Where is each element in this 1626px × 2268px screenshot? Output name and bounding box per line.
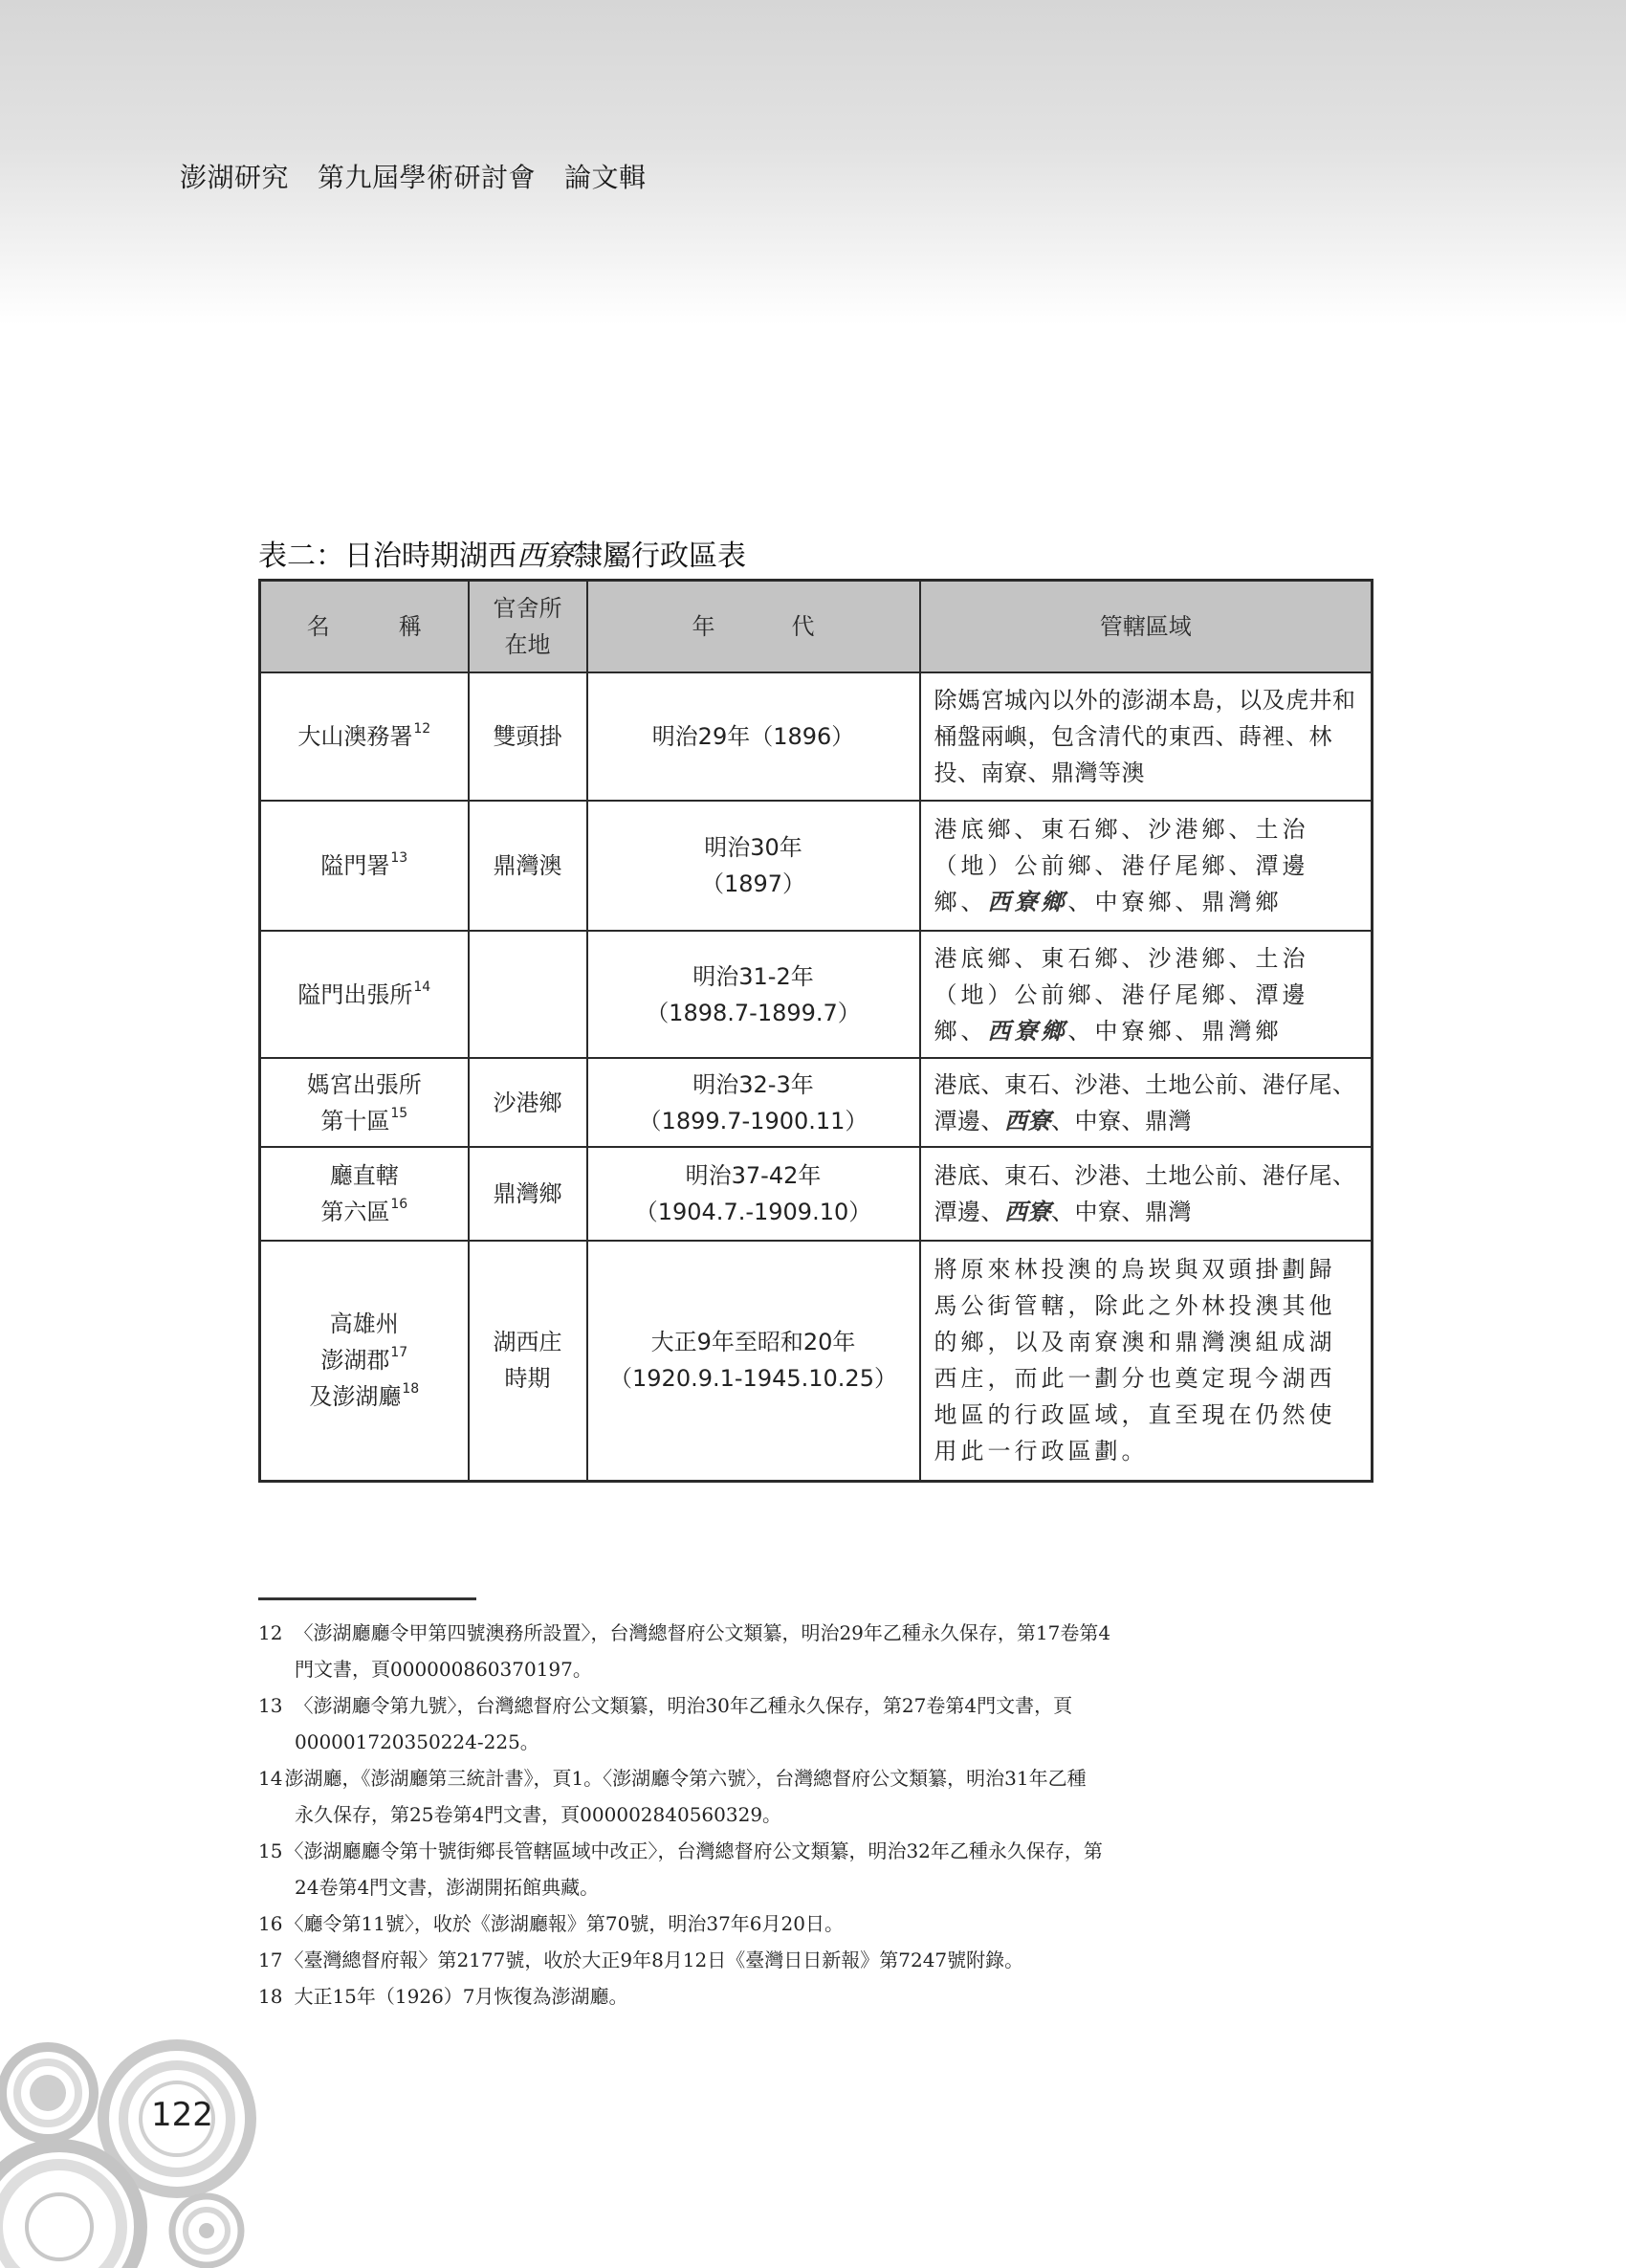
cell-jurisdiction (920, 801, 1373, 931)
cell-jurisdiction (920, 1147, 1373, 1241)
cell-period (587, 801, 920, 931)
jurisdiction-text: 將原來林投澳的烏崁與双頭掛劃歸馬公街管轄，除此之外林投澳其他的鄉，以及南寮澳和鼎灣澳組成湖西庄，而此一劃分也奠定現今湖西地區的行政區域，直至現在仍然使用此一行政區劃。 (934, 1256, 1336, 1465)
footnote-number: 18 (258, 1985, 283, 2008)
running-head (180, 157, 675, 195)
cell-name (260, 801, 469, 931)
footnote (258, 1687, 1377, 1760)
footnote-ref[interactable]: 13 (390, 850, 408, 866)
jurisdiction-text: 港底、東石、沙港、土地公前、港仔尾、潭邊、 (934, 1070, 1356, 1134)
cell-office (469, 1147, 587, 1241)
page-number: 122 (151, 2096, 213, 2134)
footnote-text: 〈澎湖廳廳令第十號街鄉長管轄區域中改正〉，台灣總督府公文類纂，明治32年乙種永久保存，第 (284, 1839, 1103, 1862)
jurisdiction-italic: 西寮 (1004, 1198, 1051, 1225)
admin-district-table (258, 579, 1373, 1483)
cell-office (469, 672, 587, 801)
table-row (260, 672, 1373, 801)
footnote-text-cont: 24卷第4門文書，澎湖開拓館典藏。 (295, 1876, 600, 1899)
footnote-text: 〈臺灣總督府報〉第2177號，收於大正9年8月12日《臺灣日日新報》第7247號附錄。 (284, 1949, 1024, 1971)
period-line: 明治30年 (704, 834, 802, 861)
office-line: 沙港鄉 (493, 1089, 562, 1116)
jurisdiction-text: 、中寮、鼎灣 (1051, 1107, 1192, 1134)
office-line: 湖西庄 (493, 1329, 562, 1356)
jurisdiction-italic: 西寮 (1004, 1106, 1051, 1134)
cell-office (469, 1058, 587, 1147)
footnote (258, 1760, 1377, 1833)
footnote-rule (258, 1597, 476, 1600)
jurisdiction-text: 、中寮鄉、鼎灣鄉 (1067, 889, 1283, 915)
footnote-text: 澎湖廳，《澎湖廳第三統計書》，頁1。〈澎湖廳令第六號〉，台灣總督府公文類纂，明治31年乙種 (284, 1767, 1087, 1790)
jurisdiction-text: 、中寮鄉、鼎灣鄉 (1067, 1017, 1283, 1045)
jurisdiction-text: 港底、東石、沙港、土地公前、港仔尾、潭邊、 (934, 1162, 1356, 1225)
footnotes (258, 1615, 1377, 2015)
period-line: 大正9年至昭和20年 (650, 1329, 856, 1356)
cell-office (469, 801, 587, 931)
footnote (258, 1833, 1377, 1905)
table-row (260, 931, 1373, 1058)
footnote-number: 15 (258, 1839, 283, 1862)
cell-period (587, 672, 920, 801)
name-line: 大山澳務署 (297, 723, 413, 750)
cell-period (587, 931, 920, 1058)
name-line: 及澎湖廳 (309, 1383, 402, 1411)
footnote (258, 1942, 1377, 1978)
cell-period (587, 1241, 920, 1481)
footnote-text-cont: 000001720350224-225。 (295, 1730, 539, 1753)
period-line: 明治32-3年 (692, 1070, 814, 1098)
cell-name (260, 1147, 469, 1241)
journal-name: 澎湖研究 (180, 162, 290, 193)
footnote-ref[interactable]: 15 (390, 1105, 408, 1121)
name-line: 媽宮出張所 (306, 1070, 422, 1098)
footnote-text-cont: 門文書，頁000000860370197。 (295, 1658, 592, 1681)
table-title-suffix: 隸屬行政區表 (574, 539, 746, 573)
footnote-text: 〈廳令第11號〉，收於《澎湖廳報》第70號，明治37年6月20日。 (284, 1912, 844, 1935)
circle-cluster-bottom-right (172, 2196, 241, 2265)
office-line: 雙頭掛 (493, 723, 562, 750)
period-line: 明治29年（1896） (651, 723, 855, 750)
volume-name: 論文輯 (564, 162, 647, 193)
jurisdiction-text: 除媽宮城內以外的澎湖本島，以及虎井和桶盤兩嶼，包含清代的東西、蒔裡、林投、南寮、鼎灣等澳 (934, 687, 1356, 786)
cell-jurisdiction (920, 672, 1373, 801)
table-title (258, 532, 746, 574)
period-line: 明治37-42年 (685, 1162, 822, 1189)
header-name: 名 稱 (260, 581, 469, 673)
footnote-ref[interactable]: 17 (390, 1345, 408, 1361)
header-office: 官舍所 在地 (469, 581, 587, 673)
footnote (258, 1615, 1377, 1687)
name-line: 澎湖郡 (320, 1347, 390, 1375)
jurisdiction-text: 港底鄉、東石鄉、沙港鄉、土治（地）公前鄉、港仔尾鄉、潭邊鄉、 (934, 944, 1309, 1045)
period-line: （1899.7-1900.11） (638, 1107, 868, 1134)
cell-name (260, 931, 469, 1058)
table-row (260, 1147, 1373, 1241)
circle-cluster-bottom-left (0, 2146, 141, 2268)
cell-jurisdiction (920, 931, 1373, 1058)
name-line: 隘門署 (320, 852, 390, 879)
jurisdiction-text: 、中寮、鼎灣 (1051, 1199, 1192, 1225)
jurisdiction-text: 港底鄉、東石鄉、沙港鄉、土治（地）公前鄉、港仔尾鄉、潭邊鄉、 (934, 816, 1309, 915)
name-line: 廳直轄 (329, 1162, 399, 1189)
cell-jurisdiction (920, 1241, 1373, 1481)
footnote (258, 1905, 1377, 1942)
period-line: （1920.9.1-1945.10.25） (609, 1365, 897, 1393)
name-line: 第六區 (320, 1199, 390, 1225)
footnote-ref[interactable]: 14 (413, 979, 431, 995)
table-row (260, 1241, 1373, 1481)
footnote (258, 1978, 1377, 2015)
event-name: 第九屆學術研討會 (318, 162, 537, 193)
footnote-number: 13 (258, 1694, 283, 1717)
cell-office (469, 931, 587, 1058)
footnote-number: 16 (258, 1912, 283, 1935)
table-title-italic: 西寮 (516, 539, 574, 573)
footnote-text: 〈澎湖廳廳令甲第四號澳務所設置〉，台灣總督府公文類纂，明治29年乙種永久保存，第17卷第4 (294, 1621, 1111, 1644)
jurisdiction-italic: 西寮鄉 (987, 888, 1068, 915)
jurisdiction-italic: 西寮鄉 (987, 1016, 1068, 1045)
name-line: 隘門出張所 (297, 980, 413, 1008)
footnote-number: 14 (258, 1767, 283, 1790)
office-line: 鼎灣鄉 (493, 1180, 562, 1207)
period-line: （1904.7.-1909.10） (634, 1199, 872, 1225)
header-area: 管轄區域 (920, 581, 1373, 673)
cell-period (587, 1058, 920, 1147)
office-line: 鼎灣澳 (493, 852, 562, 879)
circle-cluster-top-left (2, 2047, 94, 2139)
cell-name (260, 1058, 469, 1147)
footnote-ref[interactable]: 18 (402, 1381, 420, 1398)
footnote-number: 17 (258, 1949, 283, 1971)
footnote-number: 12 (258, 1621, 283, 1644)
name-line: 第十區 (320, 1107, 390, 1134)
decorative-circles (0, 2009, 287, 2268)
table-title-prefix: 表二：日治時期湖西 (258, 539, 516, 573)
cell-office (469, 1241, 587, 1481)
table-row (260, 801, 1373, 931)
period-line: 明治31-2年 (692, 962, 814, 990)
footnote-ref[interactable]: 12 (413, 721, 431, 737)
cell-name (260, 1241, 469, 1481)
table-row (260, 1058, 1373, 1147)
cell-period (587, 1147, 920, 1241)
cell-name (260, 672, 469, 801)
table-header-row (260, 581, 1373, 673)
cell-jurisdiction (920, 1058, 1373, 1147)
period-line: （1898.7-1899.7） (646, 999, 861, 1026)
period-line: （1897） (700, 870, 806, 897)
table-body (260, 672, 1373, 1481)
name-line: 高雄州 (329, 1310, 399, 1338)
footnote-ref[interactable]: 16 (390, 1197, 408, 1212)
header-period: 年 代 (587, 581, 920, 673)
office-line: 時期 (504, 1365, 551, 1393)
footnote-text-cont: 永久保存，第25卷第4門文書，頁000002840560329。 (295, 1803, 782, 1826)
footnote-text: 大正15年（1926）7月恢復為澎湖廳。 (294, 1985, 628, 2008)
footnote-text: 〈澎湖廳令第九號〉，台灣總督府公文類纂，明治30年乙種永久保存，第27卷第4門文書，頁 (294, 1694, 1073, 1717)
